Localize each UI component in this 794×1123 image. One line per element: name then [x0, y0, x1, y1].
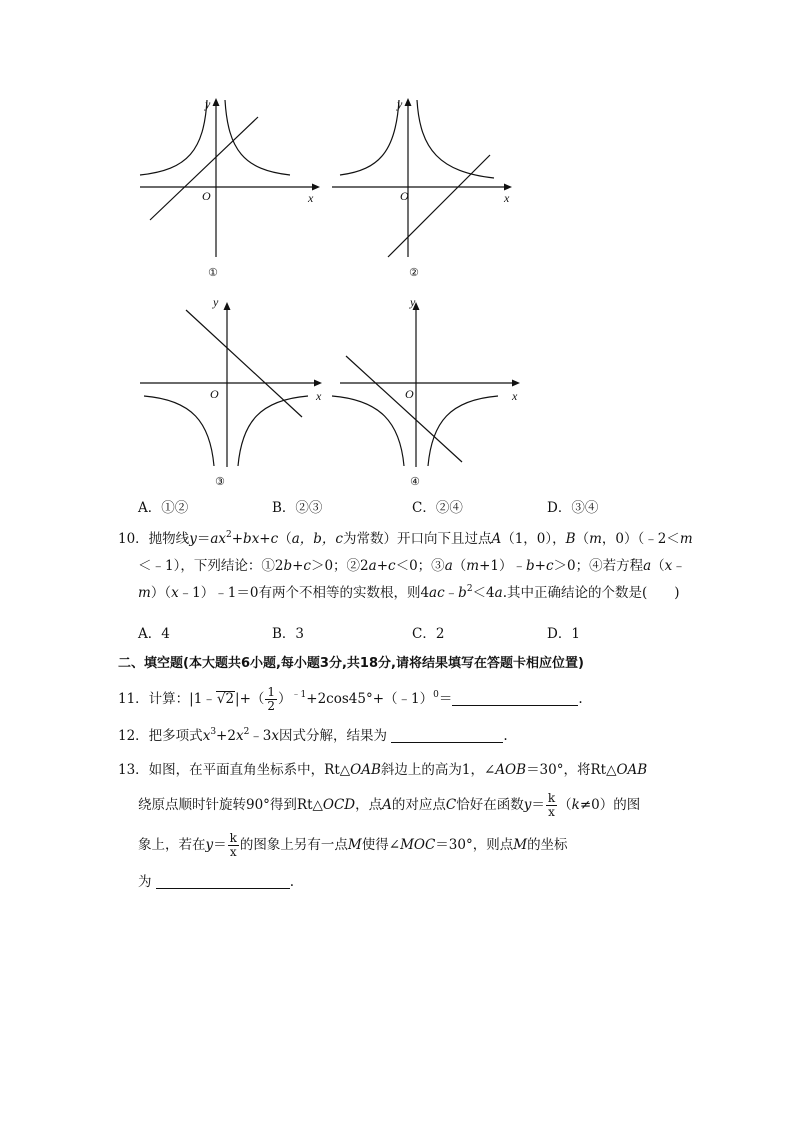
q10-option-b[interactable]: B．3 [272, 626, 305, 642]
answer-blank[interactable] [156, 874, 290, 889]
fraction: $\frac{1}{2}$ [267, 685, 276, 713]
q9-option-b[interactable]: B．②③ [272, 500, 323, 516]
q9-option-d[interactable]: D．③④ [547, 500, 599, 516]
q13-line-3: 象上，若在y＝ $\frac{k}{x}$ 的图象上另有一点M使得∠MOC＝30°，则点M的坐标 [138, 831, 568, 859]
q10-line-3: m）（x﹣1）﹣1＝0有两个不相等的实数根，则$4ac﹣b^2<4a$.其中正确结论的个数是( ) [138, 584, 680, 601]
origin-label: O [202, 189, 211, 203]
x-axis-label: x [512, 389, 518, 403]
graph-1 [130, 92, 330, 287]
graph-number-label: ④ [410, 475, 420, 488]
y-axis-label: y [397, 97, 403, 111]
q10-option-c[interactable]: C．2 [412, 626, 445, 642]
sqrt-expression: √2 [216, 691, 235, 707]
answer-blank[interactable] [391, 728, 503, 743]
q10-option-d[interactable]: D．1 [547, 626, 580, 642]
q13-line-2: 绕原点顺时针旋转90°得到Rt△OCD，点A的对应点C恰好在函数y＝ $\frac{k}{x}$ （k≠0）的图 [138, 791, 641, 819]
graph-2 [322, 92, 522, 287]
graph-number-label: ③ [215, 475, 225, 488]
q9-option-a[interactable]: A．①② [138, 500, 189, 516]
x-axis-label: x [316, 389, 322, 403]
fraction: $\frac{k}{x}$ [547, 791, 556, 819]
q11-line: 11．计算：|1﹣√2|+（ $\frac{1}{2}$ ）$^{﹣1}$+2cos45°+（﹣1）$^0$＝ . [118, 685, 583, 713]
origin-label: O [405, 387, 414, 401]
q13-line-4: 为 . [138, 874, 295, 890]
q9-option-c[interactable]: C．②④ [412, 500, 463, 516]
x-axis-label: x [504, 191, 510, 205]
section-heading: 二、填空题(本大题共6小题,每小题3分,共18分,请将结果填写在答题卡相应位置) [118, 656, 584, 671]
y-axis-label: y [213, 295, 219, 309]
graph-3 [130, 292, 330, 492]
graph-number-label: ② [409, 266, 419, 279]
fraction: $\frac{k}{x}$ [229, 831, 237, 859]
origin-label: O [210, 387, 219, 401]
answer-blank[interactable] [452, 691, 578, 706]
q13-line-1: 13．如图，在平面直角坐标系中，Rt△OAB斜边上的高为1，∠AOB＝30°，将Rt△OAB [118, 762, 648, 778]
q12-line: 12．把多项式$x^3+2x^2﹣3x$因式分解，结果为 . [118, 727, 508, 744]
origin-label: O [400, 189, 409, 203]
q10-line-1: 10．抛物线$y=ax^2+bx+c(a$，b，c为常数）开口向下且过点A（1，0），B（m，0）（﹣2＜m [118, 530, 693, 547]
graph-number-label: ① [208, 266, 218, 279]
y-axis-label: y [205, 97, 211, 111]
q10-option-a[interactable]: A．4 [138, 626, 170, 642]
y-axis-label: y [410, 295, 416, 309]
q10-line-2: ＜﹣1），下列结论：①2b+c＞0；②2a+c＜0；③a（m+1）﹣b+c＞0；④若方程a（x﹣ [138, 558, 686, 574]
graph-4 [330, 292, 530, 492]
x-axis-label: x [308, 191, 314, 205]
